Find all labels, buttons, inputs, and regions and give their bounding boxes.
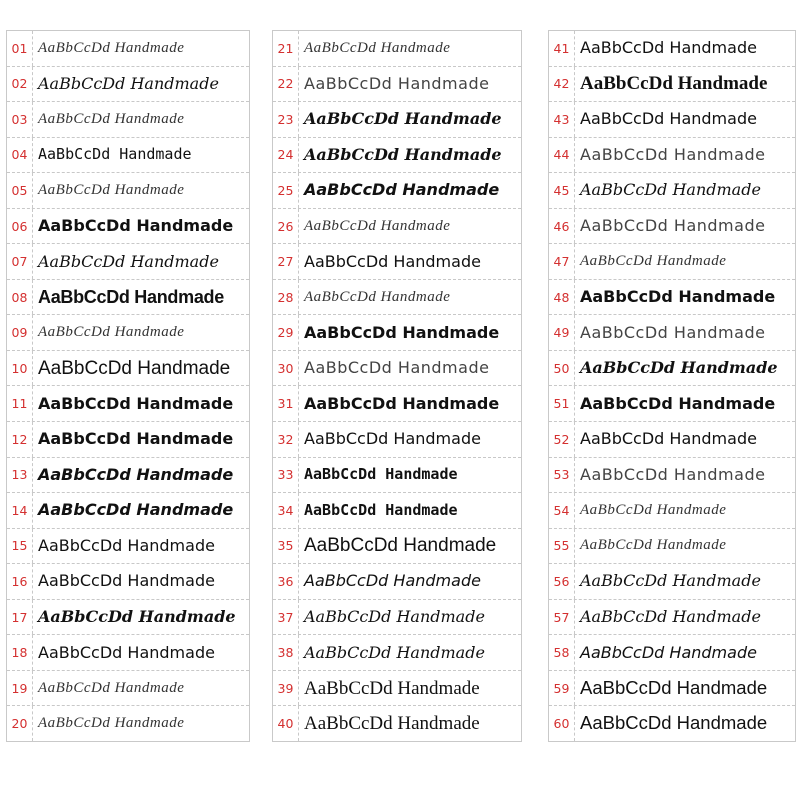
font-number: 39	[273, 671, 299, 706]
font-option-row[interactable]	[549, 280, 795, 316]
font-option-row[interactable]	[273, 209, 521, 245]
font-sample-text: AaBbCcDd Handmade	[580, 502, 727, 518]
font-sample-text: AaBbCcDd Handmade	[38, 644, 215, 661]
font-sample-text: AaBbCcDd Handmade	[580, 182, 761, 199]
font-number: 03	[7, 102, 33, 137]
font-number: 40	[273, 706, 299, 741]
font-number: 42	[549, 67, 575, 102]
font-number: 25	[273, 173, 299, 208]
font-option-row[interactable]	[549, 600, 795, 636]
font-sample-text: AaBbCcDd Handmade	[304, 714, 480, 734]
font-sample-text: AaBbCcDd Handmade	[580, 360, 778, 377]
font-option-row[interactable]	[273, 422, 521, 458]
font-sample-text: AaBbCcDd Handmade	[580, 289, 776, 306]
font-option-row[interactable]	[7, 458, 249, 494]
font-sample-text: AaBbCcDd Handmade	[304, 324, 500, 341]
font-sample-text: AaBbCcDd Handmade	[580, 146, 766, 163]
font-number: 52	[549, 422, 575, 457]
font-option-row[interactable]	[7, 173, 249, 209]
font-option-row[interactable]	[7, 138, 249, 174]
font-number: 54	[549, 493, 575, 528]
font-sample-text: AaBbCcDd Handmade	[304, 182, 500, 199]
font-number: 53	[549, 458, 575, 493]
font-option-row[interactable]	[7, 280, 249, 316]
font-number: 38	[273, 635, 299, 670]
font-option-row[interactable]	[273, 351, 521, 387]
font-sample-text: AaBbCcDd Handmade	[38, 395, 234, 412]
font-sample-text: AaBbCcDd Handmade	[304, 111, 502, 128]
font-number: 21	[273, 31, 299, 66]
font-sample-text: AaBbCcDd Handmade	[38, 680, 185, 696]
font-number: 07	[7, 244, 33, 279]
font-number: 23	[273, 102, 299, 137]
font-number: 15	[7, 529, 33, 564]
font-option-row[interactable]	[7, 493, 249, 529]
font-option-row[interactable]	[273, 706, 521, 741]
font-number: 56	[549, 564, 575, 599]
font-number: 60	[549, 706, 575, 741]
font-option-row[interactable]	[273, 493, 521, 529]
font-sample-text: AaBbCcDd Handmade	[304, 146, 502, 163]
font-number: 43	[549, 102, 575, 137]
font-number: 47	[549, 244, 575, 279]
font-sample-text: AaBbCcDd Handmade	[304, 502, 458, 518]
font-sample-text: AaBbCcDd Handmade	[304, 40, 451, 56]
font-number: 14	[7, 493, 33, 528]
font-number: 24	[273, 138, 299, 173]
font-option-row[interactable]	[7, 635, 249, 671]
font-number: 49	[549, 315, 575, 350]
font-number: 20	[7, 706, 33, 741]
font-option-row[interactable]	[549, 315, 795, 351]
font-option-row[interactable]	[549, 529, 795, 565]
font-number: 10	[7, 351, 33, 386]
font-number: 08	[7, 280, 33, 315]
font-sample-text: AaBbCcDd Handmade	[580, 254, 727, 270]
font-sample-text: AaBbCcDd Handmade	[304, 431, 481, 448]
font-number: 06	[7, 209, 33, 244]
font-sample-text: AaBbCcDd Handmade	[38, 40, 185, 56]
font-sample-text: AaBbCcDd Handmade	[304, 395, 500, 412]
font-sample-text: AaBbCcDd Handmade	[38, 358, 231, 378]
font-sample-text: AaBbCcDd Handmade	[38, 466, 234, 483]
font-sample-text: AaBbCcDd Handmade	[580, 538, 727, 554]
font-number: 11	[7, 386, 33, 421]
font-option-row[interactable]	[549, 351, 795, 387]
font-number: 28	[273, 280, 299, 315]
font-number: 59	[549, 671, 575, 706]
font-option-row[interactable]	[7, 600, 249, 636]
font-option-row[interactable]	[549, 386, 795, 422]
font-option-row[interactable]	[549, 635, 795, 671]
font-number: 27	[273, 244, 299, 279]
font-sample-text: AaBbCcDd Handmade	[580, 395, 776, 412]
font-option-row[interactable]	[273, 244, 521, 280]
font-number: 37	[273, 600, 299, 635]
font-number: 05	[7, 173, 33, 208]
font-sample-text: AaBbCcDd Handmade	[38, 288, 224, 307]
font-sample-text: AaBbCcDd Handmade	[304, 467, 458, 483]
font-sample-text: AaBbCcDd Handmade	[38, 325, 185, 341]
font-option-row[interactable]	[273, 280, 521, 316]
font-option-row[interactable]	[549, 458, 795, 494]
font-sample-text: AaBbCcDd Handmade	[580, 609, 761, 626]
font-number: 01	[7, 31, 33, 66]
font-option-row[interactable]	[7, 564, 249, 600]
font-sample-text: AaBbCcDd Handmade	[38, 218, 234, 234]
font-sample-text: AaBbCcDd Handmade	[580, 324, 766, 341]
font-option-row[interactable]	[549, 244, 795, 280]
font-option-row[interactable]	[7, 102, 249, 138]
font-option-row[interactable]	[7, 315, 249, 351]
font-option-row[interactable]	[273, 315, 521, 351]
font-sample-text: AaBbCcDd Handmade	[580, 111, 757, 128]
font-option-row[interactable]	[549, 671, 795, 707]
font-option-row[interactable]	[273, 635, 521, 671]
font-number: 31	[273, 386, 299, 421]
font-sample-text: AaBbCcDd Handmade	[304, 253, 481, 270]
font-number: 45	[549, 173, 575, 208]
font-option-row[interactable]	[549, 67, 795, 103]
font-sample-text: AaBbCcDd Handmade	[580, 74, 768, 94]
font-sample-text: AaBbCcDd Handmade	[38, 253, 219, 270]
font-number: 58	[549, 635, 575, 670]
font-option-row[interactable]	[273, 386, 521, 422]
font-number: 34	[273, 493, 299, 528]
font-option-row[interactable]	[7, 31, 249, 67]
font-option-row[interactable]	[7, 67, 249, 103]
font-number: 26	[273, 209, 299, 244]
font-option-row[interactable]	[549, 173, 795, 209]
font-number: 36	[273, 564, 299, 599]
font-sample-text: AaBbCcDd Handmade	[580, 40, 757, 57]
font-number: 02	[7, 67, 33, 102]
font-option-row[interactable]	[549, 706, 795, 741]
font-option-row[interactable]	[7, 386, 249, 422]
font-sample-text: AaBbCcDd Handmade	[580, 644, 757, 661]
font-sample-text: AaBbCcDd Handmade	[38, 609, 236, 626]
font-number: 48	[549, 280, 575, 315]
font-sample-text: AaBbCcDd Handmade	[304, 75, 490, 92]
font-option-row[interactable]	[549, 138, 795, 174]
font-option-row[interactable]	[7, 422, 249, 458]
font-option-row[interactable]	[549, 493, 795, 529]
font-sample-text: AaBbCcDd Handmade	[38, 573, 215, 590]
font-number: 50	[549, 351, 575, 386]
font-option-row[interactable]	[273, 529, 521, 565]
font-number: 55	[549, 529, 575, 564]
font-number: 41	[549, 31, 575, 66]
font-sample-text: AaBbCcDd Handmade	[38, 182, 185, 198]
font-option-row[interactable]	[7, 351, 249, 387]
font-column-2	[272, 30, 522, 742]
font-number: 57	[549, 600, 575, 635]
font-sample-text: AaBbCcDd Handmade	[38, 537, 215, 554]
font-number: 09	[7, 315, 33, 350]
font-option-row[interactable]	[549, 31, 795, 67]
font-option-row[interactable]	[549, 102, 795, 138]
font-option-row[interactable]	[273, 67, 521, 103]
font-option-row[interactable]	[7, 671, 249, 707]
font-number: 22	[273, 67, 299, 102]
font-column-3	[548, 30, 796, 742]
font-number: 16	[7, 564, 33, 599]
font-sample-text: AaBbCcDd Handmade	[304, 360, 490, 377]
font-number: 29	[273, 315, 299, 350]
font-number: 19	[7, 671, 33, 706]
font-option-row[interactable]	[273, 31, 521, 67]
font-option-row[interactable]	[549, 209, 795, 245]
font-number: 33	[273, 458, 299, 493]
font-option-row[interactable]	[273, 458, 521, 494]
font-number: 51	[549, 386, 575, 421]
font-option-row[interactable]	[7, 706, 249, 741]
font-sample-text: AaBbCcDd Handmade	[304, 678, 480, 698]
font-sample-text: AaBbCcDd Handmade	[38, 716, 185, 732]
font-number: 30	[273, 351, 299, 386]
font-sample-text: AaBbCcDd Handmade	[38, 75, 219, 92]
font-sample-text: AaBbCcDd Handmade	[580, 218, 766, 234]
font-option-row[interactable]	[549, 422, 795, 458]
font-number: 17	[7, 600, 33, 635]
font-number: 12	[7, 422, 33, 457]
font-number: 13	[7, 458, 33, 493]
font-number: 18	[7, 635, 33, 670]
font-sample-text: AaBbCcDd Handmade	[580, 714, 768, 733]
font-column-1	[6, 30, 250, 742]
font-sample-text: AaBbCcDd Handmade	[580, 573, 761, 590]
font-sample-text: AaBbCcDd Handmade	[304, 536, 497, 556]
font-option-row[interactable]	[273, 102, 521, 138]
font-option-row[interactable]	[7, 244, 249, 280]
font-sample-text: AaBbCcDd Handmade	[304, 573, 481, 590]
font-sample-text: AaBbCcDd Handmade	[580, 431, 757, 448]
font-sample-text: AaBbCcDd Handmade	[580, 466, 766, 483]
font-sample-text: AaBbCcDd Handmade	[38, 111, 185, 127]
font-sample-text: AaBbCcDd Handmade	[304, 289, 451, 305]
font-option-row[interactable]	[7, 529, 249, 565]
font-option-row[interactable]	[273, 564, 521, 600]
font-sample-text: AaBbCcDd Handmade	[304, 644, 485, 661]
font-sample-text: AaBbCcDd Handmade	[580, 678, 768, 698]
font-sample-text: AaBbCcDd Handmade	[38, 502, 234, 519]
font-option-row[interactable]	[273, 600, 521, 636]
font-option-row[interactable]	[273, 138, 521, 174]
font-number: 32	[273, 422, 299, 457]
font-number: 44	[549, 138, 575, 173]
font-number: 46	[549, 209, 575, 244]
font-option-row[interactable]	[273, 173, 521, 209]
font-option-row[interactable]	[7, 209, 249, 245]
font-sample-text: AaBbCcDd Handmade	[304, 218, 451, 234]
font-sample-text: AaBbCcDd Handmade	[38, 147, 192, 163]
font-sample-text: AaBbCcDd Handmade	[304, 609, 485, 626]
font-option-row[interactable]	[273, 671, 521, 707]
font-number: 35	[273, 529, 299, 564]
font-number: 04	[7, 138, 33, 173]
font-option-row[interactable]	[549, 564, 795, 600]
font-sample-text: AaBbCcDd Handmade	[38, 431, 234, 448]
